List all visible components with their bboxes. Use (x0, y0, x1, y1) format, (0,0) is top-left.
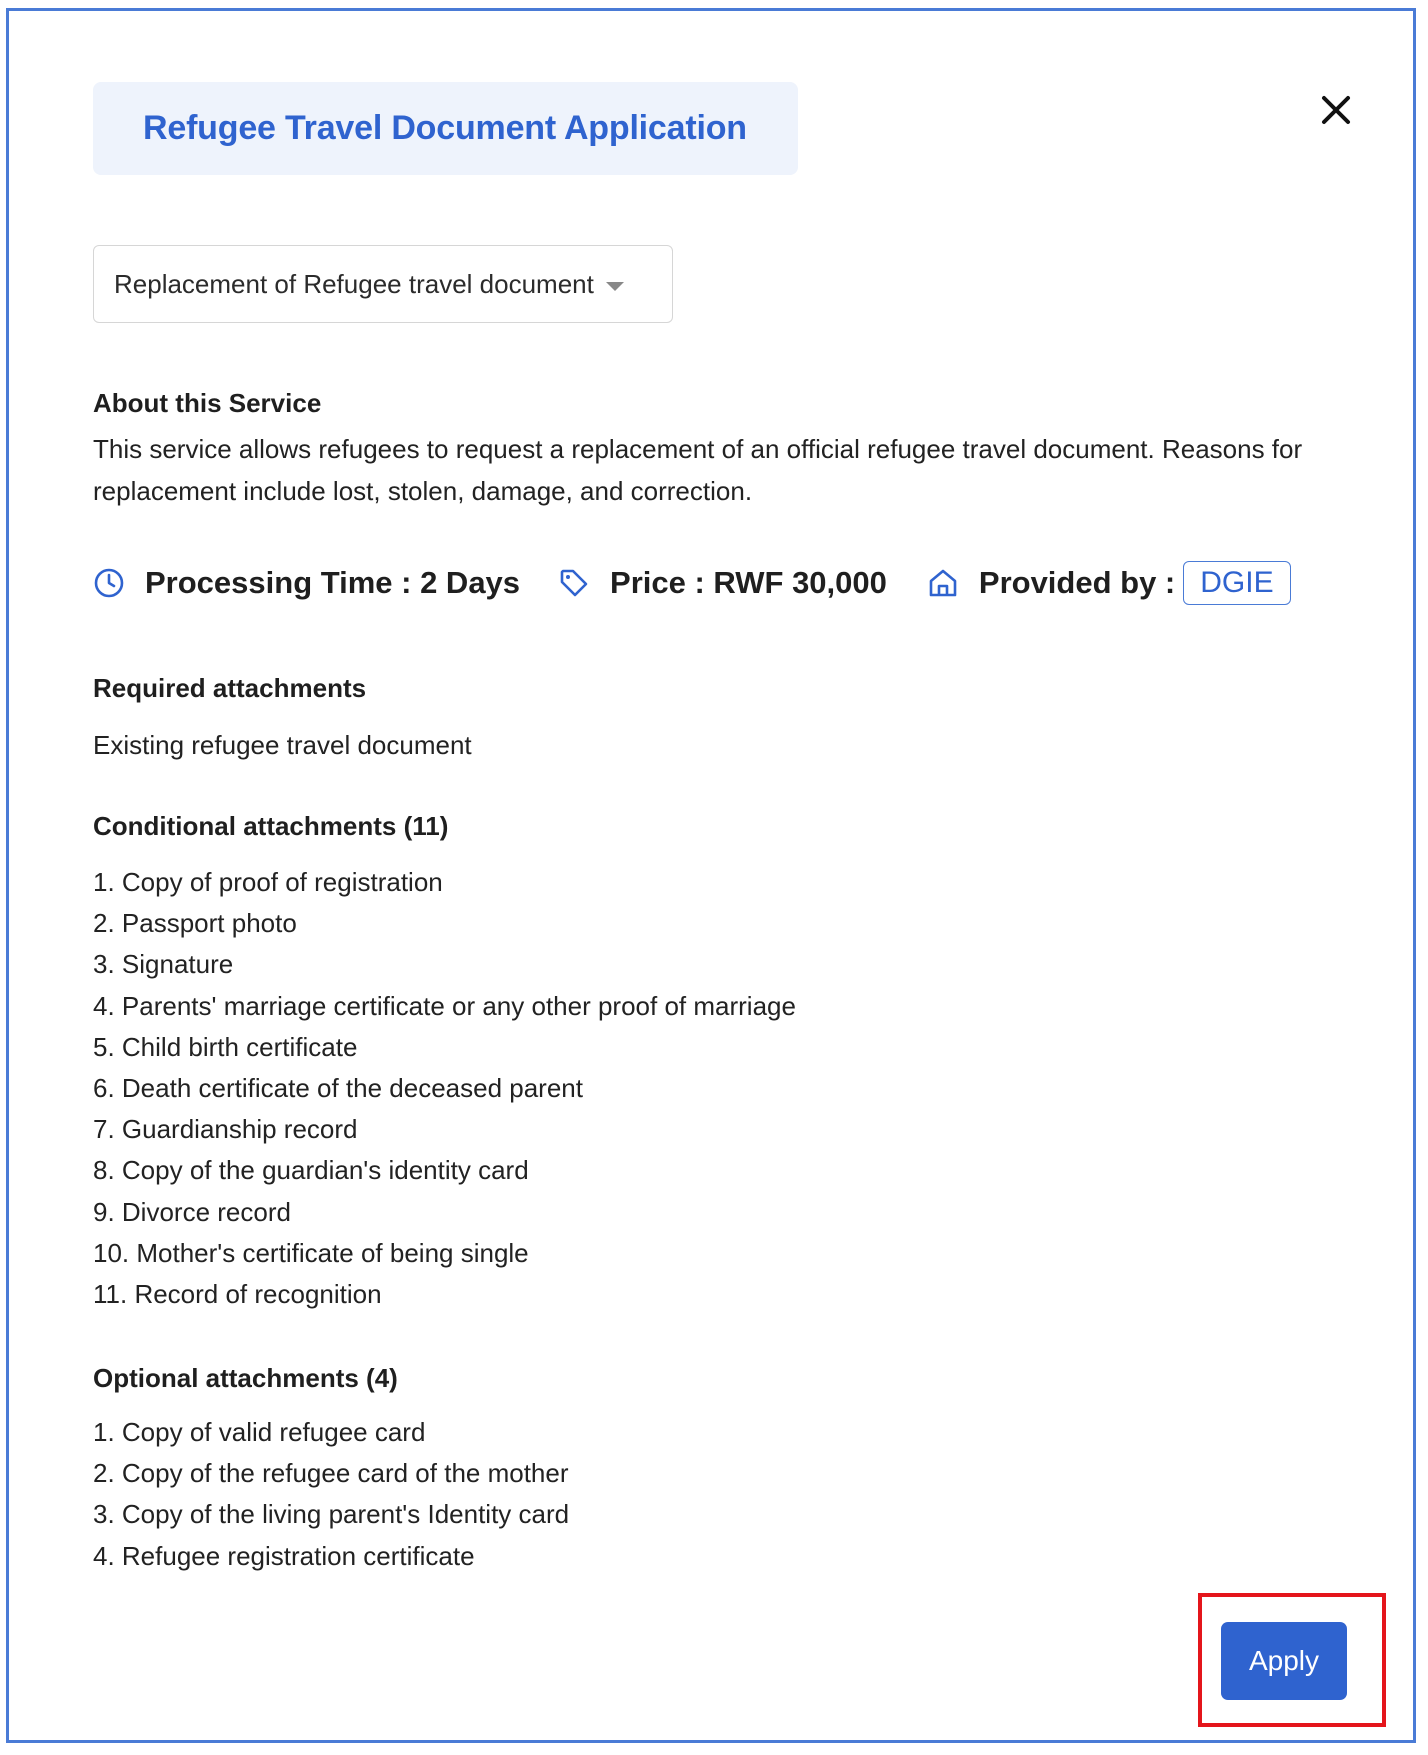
provider-badge: DGIE (1183, 561, 1290, 605)
provider (927, 561, 1291, 605)
list-item: 6. Death certificate of the deceased parent (93, 1073, 583, 1104)
list-item: 11. Record of recognition (93, 1279, 382, 1310)
home-icon (927, 567, 959, 599)
chevron-down-icon (606, 282, 624, 291)
list-item: 3. Copy of the living parent's Identity card (93, 1499, 570, 1530)
service-type-select[interactable] (93, 245, 673, 323)
list-item: 2. Copy of the refugee card of the mother (93, 1458, 569, 1489)
list-item: 1. Copy of valid refugee card (93, 1417, 426, 1447)
list-item: 3. Signature (93, 949, 234, 980)
dialog-title: Refugee Travel Document Application (143, 109, 747, 147)
required-attachments-heading: Required attachments (93, 673, 367, 703)
dialog-title-banner (93, 82, 798, 175)
tag-icon (558, 567, 590, 599)
about-heading: About this Service (93, 388, 322, 418)
list-item: 2. Passport photo (93, 908, 297, 939)
conditional-attachments-list (93, 862, 796, 1315)
list-item: 4. Refugee registration certificate (93, 1540, 475, 1571)
list-item: 8. Copy of the guardian's identity card (93, 1155, 529, 1186)
price (558, 565, 887, 601)
price-label: Price : RWF 30,000 (610, 565, 887, 600)
optional-attachments-heading: Optional attachments (4) (93, 1363, 398, 1393)
required-attachment-item: Existing refugee travel document (93, 730, 472, 760)
conditional-attachments-heading: Conditional attachments (11) (93, 811, 449, 841)
about-description: This service allows refugees to request a replacement of an official refugee travel document. Reasons for replacement include lost, stolen, damage, and correction. (93, 434, 1303, 506)
close-icon (1316, 90, 1356, 130)
close-button[interactable] (1316, 90, 1356, 130)
service-type-value: Replacement of Refugee travel document (114, 268, 594, 299)
apply-button[interactable]: Apply (1221, 1622, 1347, 1700)
provider-label: Provided by : (978, 565, 1176, 600)
processing-time (93, 565, 520, 601)
list-item: 10. Mother's certificate of being single (93, 1237, 529, 1268)
optional-attachments-list (93, 1412, 569, 1577)
list-item: 7. Guardianship record (93, 1114, 358, 1145)
list-item: 4. Parents' marriage certificate or any other proof of marriage (93, 990, 796, 1021)
processing-time-label: Processing Time : 2 Days (145, 565, 521, 600)
list-item: 5. Child birth certificate (93, 1031, 358, 1062)
list-item: 9. Divorce record (93, 1196, 291, 1227)
service-meta-row (93, 558, 1291, 608)
list-item: 1. Copy of proof of registration (93, 867, 443, 897)
clock-icon (93, 567, 125, 599)
